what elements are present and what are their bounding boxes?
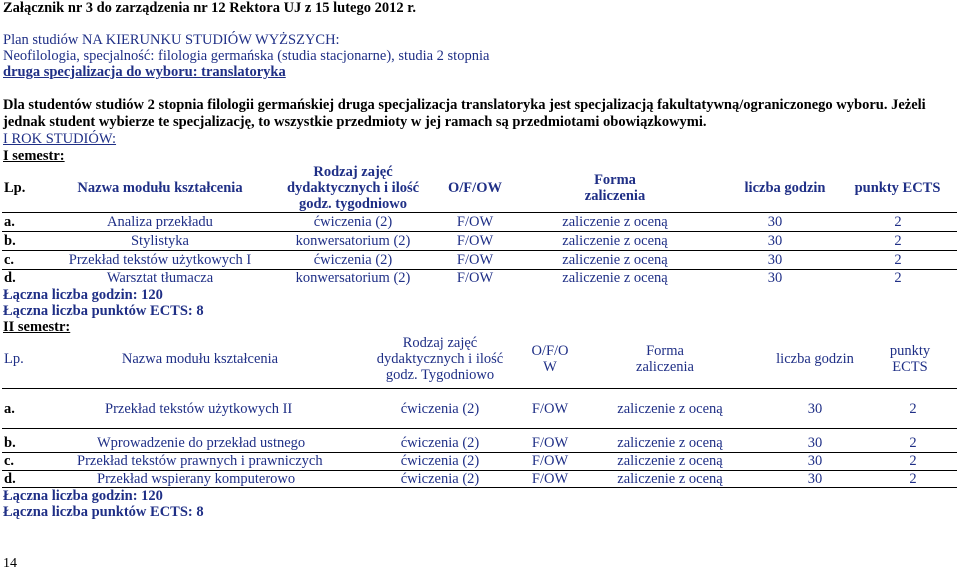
header-lp: Lp. bbox=[4, 351, 24, 367]
header-divider bbox=[2, 388, 957, 389]
row-form: zaliczenie z oceną bbox=[562, 233, 668, 249]
semester-2-label: II semestr: bbox=[3, 319, 71, 335]
row-hours: 30 bbox=[767, 270, 783, 286]
row-hours: 30 bbox=[767, 252, 783, 268]
intro-paragraph-line-2: jednak student wybierze te specjalizację, to wszystkie przedmioty w jej ramach są przedmiotami obowiązkowymi. bbox=[3, 114, 707, 130]
row-ofow: F/OW bbox=[456, 214, 494, 230]
row-lp: c. bbox=[4, 453, 15, 469]
semester-2-total-hours: Łączna liczba godzin: 120 bbox=[3, 488, 163, 504]
row-lp: a. bbox=[4, 214, 15, 230]
row-form: zaliczenie z oceną bbox=[617, 471, 723, 487]
header-type-line-2: dydaktycznych i ilość bbox=[286, 180, 420, 196]
specialization-line: druga specjalizacja do wyboru: translatoryka bbox=[3, 64, 286, 80]
row-ects: 2 bbox=[909, 401, 917, 417]
field-line: Neofilologia, specjalność: filologia germańska (studia stacjonarne), studia 2 stopnia bbox=[3, 48, 490, 64]
row-module-name: Przekład tekstów prawnych i prawniczych bbox=[77, 453, 323, 469]
header-type-line-2: dydaktycznych i ilość bbox=[376, 351, 504, 367]
row-ofow: F/OW bbox=[456, 270, 494, 286]
row-ofow: F/OW bbox=[456, 233, 494, 249]
row-form: zaliczenie z oceną bbox=[617, 401, 723, 417]
header-ofow-line-2: W bbox=[543, 359, 557, 375]
row-type: ćwiczenia (2) bbox=[313, 252, 393, 268]
row-ects: 2 bbox=[894, 270, 902, 286]
row-module-name: Przekład tekstów użytkowych I bbox=[68, 252, 252, 268]
row-module-name: Wprowadzenie do przekład ustnego bbox=[97, 435, 306, 451]
row-form: zaliczenie z oceną bbox=[562, 270, 668, 286]
header-hours: liczba godzin bbox=[744, 180, 826, 196]
header-module-name: Nazwa modułu kształcenia bbox=[77, 180, 243, 196]
row-ects: 2 bbox=[894, 214, 902, 230]
header-ects: punkty ECTS bbox=[854, 180, 941, 196]
header-ofow-line-1: O/F/O bbox=[531, 343, 569, 359]
row-ects: 2 bbox=[909, 453, 917, 469]
header-hours: liczba godzin bbox=[776, 351, 854, 367]
header-form-line-1: Forma bbox=[594, 172, 636, 188]
row-lp: c. bbox=[4, 252, 15, 268]
semester-1-label: I semestr: bbox=[3, 148, 65, 164]
header-form-line-2: zaliczenia bbox=[584, 188, 646, 204]
row-ofow: F/OW bbox=[531, 471, 569, 487]
semester-1-total-hours: Łączna liczba godzin: 120 bbox=[3, 287, 163, 303]
header-type-line-1: Rodzaj zajęć bbox=[313, 164, 393, 180]
intro-paragraph-line-1: Dla studentów studiów 2 stopnia filologii germańskiej druga specjalizacja translatoryka jest specjalizacją fakultatywną/ograniczonego wyboru. Jeżeli bbox=[3, 97, 926, 113]
document-header-title: Załącznik nr 3 do zarządzenia nr 12 Rektora UJ z 15 lutego 2012 r. bbox=[3, 0, 416, 16]
row-lp: d. bbox=[4, 471, 16, 487]
row-module-name: Stylistyka bbox=[130, 233, 189, 249]
row-lp: b. bbox=[4, 233, 16, 249]
row-ects: 2 bbox=[909, 471, 917, 487]
row-type: ćwiczenia (2) bbox=[400, 453, 480, 469]
row-ects: 2 bbox=[909, 435, 917, 451]
row-hours: 30 bbox=[807, 401, 823, 417]
row-ects: 2 bbox=[894, 233, 902, 249]
header-module-name: Nazwa modułu kształcenia bbox=[121, 351, 279, 367]
header-form-line-1: Forma bbox=[646, 343, 684, 359]
row-module-name: Warsztat tłumacza bbox=[106, 270, 214, 286]
row-module-name: Analiza przekładu bbox=[107, 214, 213, 230]
row-divider bbox=[2, 250, 957, 251]
row-lp: a. bbox=[4, 401, 15, 417]
row-lp: b. bbox=[4, 435, 16, 451]
row-hours: 30 bbox=[807, 471, 823, 487]
row-type: ćwiczenia (2) bbox=[313, 214, 393, 230]
header-type-line-1: Rodzaj zajęć bbox=[402, 335, 478, 351]
row-ects: 2 bbox=[894, 252, 902, 268]
header-divider bbox=[2, 212, 957, 213]
plan-line: Plan studiów NA KIERUNKU STUDIÓW WYŻSZYCH: bbox=[3, 32, 340, 48]
header-type-line-3: godz. tygodniowo bbox=[299, 196, 407, 212]
header-ects-line-2: ECTS bbox=[892, 359, 928, 375]
row-ofow: F/OW bbox=[531, 453, 569, 469]
row-form: zaliczenie z oceną bbox=[562, 252, 668, 268]
row-type: konwersatorium (2) bbox=[295, 233, 411, 249]
row-form: zaliczenie z oceną bbox=[617, 435, 723, 451]
row-hours: 30 bbox=[767, 233, 783, 249]
year-label: I ROK STUDIÓW: bbox=[3, 131, 117, 147]
row-divider bbox=[2, 428, 957, 429]
row-type: ćwiczenia (2) bbox=[400, 435, 480, 451]
row-module-name: Przekład wspierany komputerowo bbox=[97, 471, 296, 487]
row-type: konwersatorium (2) bbox=[295, 270, 411, 286]
row-type: ćwiczenia (2) bbox=[400, 471, 480, 487]
header-ects-line-1: punkty bbox=[889, 343, 931, 359]
row-ofow: F/OW bbox=[531, 401, 569, 417]
row-divider bbox=[2, 231, 957, 232]
row-hours: 30 bbox=[767, 214, 783, 230]
semester-2-total-ects: Łączna liczba punktów ECTS: 8 bbox=[3, 504, 204, 520]
page-number: 14 bbox=[3, 556, 17, 571]
row-form: zaliczenie z oceną bbox=[617, 453, 723, 469]
row-type: ćwiczenia (2) bbox=[400, 401, 480, 417]
header-ofow: O/F/OW bbox=[448, 180, 502, 196]
header-type-line-3: godz. Tygodniowo bbox=[385, 367, 495, 383]
row-lp: d. bbox=[4, 270, 16, 286]
row-module-name: Przekład tekstów użytkowych II bbox=[105, 401, 293, 417]
header-form-line-2: zaliczenia bbox=[636, 359, 694, 375]
row-ofow: F/OW bbox=[456, 252, 494, 268]
semester-1-total-ects: Łączna liczba punktów ECTS: 8 bbox=[3, 303, 204, 319]
header-lp: Lp. bbox=[4, 180, 26, 196]
row-form: zaliczenie z oceną bbox=[562, 214, 668, 230]
row-hours: 30 bbox=[807, 435, 823, 451]
row-hours: 30 bbox=[807, 453, 823, 469]
row-ofow: F/OW bbox=[531, 435, 569, 451]
